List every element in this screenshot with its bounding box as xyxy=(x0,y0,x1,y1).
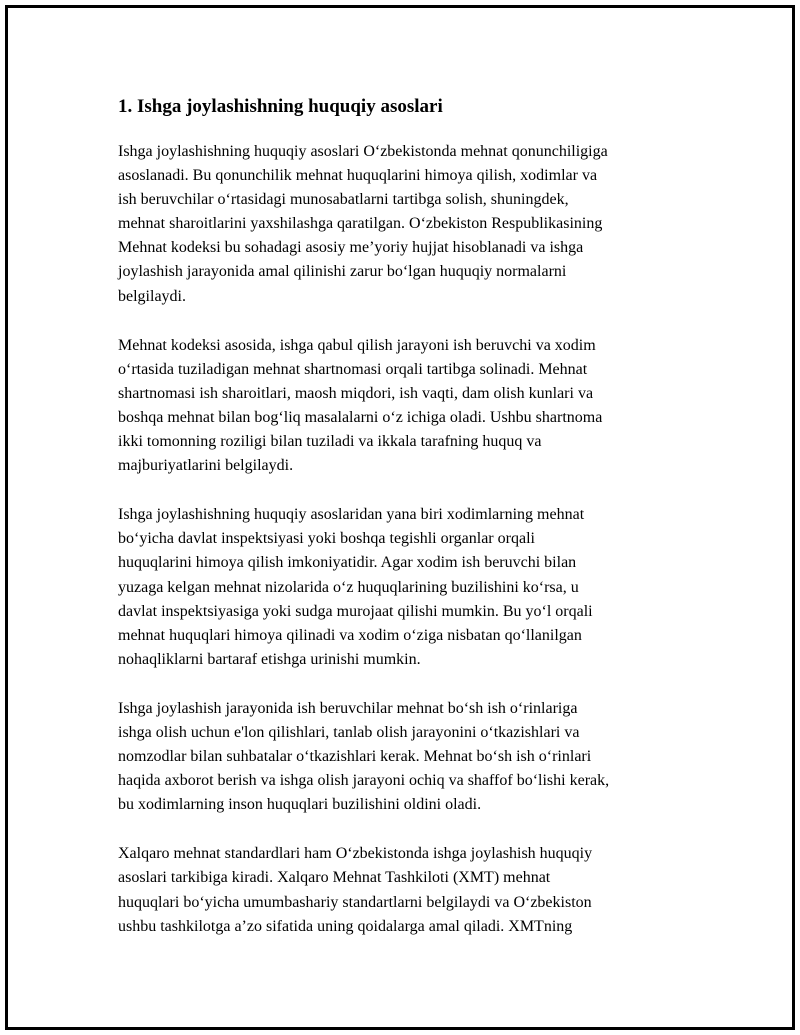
paragraph-line: ish beruvchilar o‘rtasidagi munosabatlarni tartibga solish, shuningdek, xyxy=(118,191,569,209)
paragraph-line: davlat inspektsiyasiga yoki sudga murojaat qilishi mumkin. Bu yo‘l orqali xyxy=(118,602,593,620)
paragraph-line: asoslari tarkibiga kiradi. Xalqaro Mehnat Tashkiloti (XMT) mehnat xyxy=(118,869,551,887)
paragraph-line: joylashish jarayonida amal qilinishi zarur bo‘lgan huquqiy normalarni xyxy=(118,263,567,281)
paragraph-line: nohaqliklarni bartaraf etishga urinishi mumkin. xyxy=(118,650,421,668)
paragraph-line: Xalqaro mehnat standardlari ham O‘zbekistonda ishga joylashish huquqiy xyxy=(118,845,593,863)
paragraph-line: bu xodimlarning inson huquqlari buzilishini oldini oladi. xyxy=(118,796,482,814)
paragraph-4 xyxy=(118,697,708,817)
paragraph-line: boshqa mehnat bilan bog‘liq masalalarni o‘z ichiga oladi. Ushbu shartnoma xyxy=(118,408,603,426)
paragraph-line: yuzaga kelgan mehnat nizolarida o‘z huquqlarining buzilishini ko‘rsa, u xyxy=(118,578,579,596)
paragraph-1 xyxy=(118,140,708,309)
paragraph-line: huquqlari bo‘yicha umumbashariy standartlarni belgilaydi va O‘zbekiston xyxy=(118,893,592,911)
paragraph-line: asoslanadi. Bu qonunchilik mehnat huquqlarini himoya qilish, xodimlar va xyxy=(118,167,598,185)
paragraph-line: belgilaydi. xyxy=(118,287,186,305)
section-heading: 1. Ishga joylashishning huquqiy asoslari xyxy=(118,96,443,117)
paragraph-line: mehnat sharoitlarini yaxshilashga qaratilgan. O‘zbekiston Respublikasining xyxy=(118,215,603,233)
paragraph-line: ushbu tashkilotga a’zo sifatida uning qoidalarga amal qiladi. XMTning xyxy=(118,917,573,935)
paragraph-line: huquqlarini himoya qilish imkoniyatidir. Agar xodim ish beruvchi bilan xyxy=(118,554,577,572)
paragraph-3 xyxy=(118,503,708,672)
paragraph-line: Ishga joylashishning huquqiy asoslaridan yana biri xodimlarning mehnat xyxy=(118,506,585,524)
document-body xyxy=(118,94,708,964)
paragraph-line: shartnomasi ish sharoitlari, maosh miqdori, ish vaqti, dam olish kunlari va xyxy=(118,384,594,402)
paragraph-line: haqida axborot berish va ishga olish jarayoni ochiq va shaffof bo‘lishi kerak, xyxy=(118,772,610,790)
paragraph-line: o‘rtasida tuziladigan mehnat shartnomasi orqali tartibga solinadi. Mehnat xyxy=(118,360,588,378)
paragraph-line: Mehnat kodeksi asosida, ishga qabul qilish jarayoni ish beruvchi va xodim xyxy=(118,336,596,354)
paragraph-5 xyxy=(118,842,708,938)
paragraph-line: Ishga joylashishning huquqiy asoslari O‘zbekistonda mehnat qonunchiligiga xyxy=(118,143,608,160)
paragraph-line: ishga olish uchun e'lon qilishlari, tanlab olish jarayonini o‘tkazishlari va xyxy=(118,723,580,741)
paragraph-2 xyxy=(118,334,708,479)
paragraph-line: Mehnat kodeksi bu sohadagi asosiy me’yoriy hujjat hisoblanadi va ishga xyxy=(118,239,584,257)
paragraph-line: majburiyatlarini belgilaydi. xyxy=(118,457,294,475)
paragraph-line: Ishga joylashish jarayonida ish beruvchilar mehnat bo‘sh ish o‘rinlariga xyxy=(118,699,578,717)
paragraph-line: bo‘yicha davlat inspektsiyasi yoki boshqa tegishli organlar orqali xyxy=(118,530,535,548)
paragraph-line: mehnat huquqlari himoya qilinadi va xodim o‘ziga nisbatan qo‘llanilgan xyxy=(118,626,582,644)
paragraph-line: ikki tomonning roziligi bilan tuziladi va ikkala tarafning huquq va xyxy=(118,433,542,451)
paragraph-line: nomzodlar bilan suhbatalar o‘tkazishlari kerak. Mehnat bo‘sh ish o‘rinlari xyxy=(118,748,592,766)
